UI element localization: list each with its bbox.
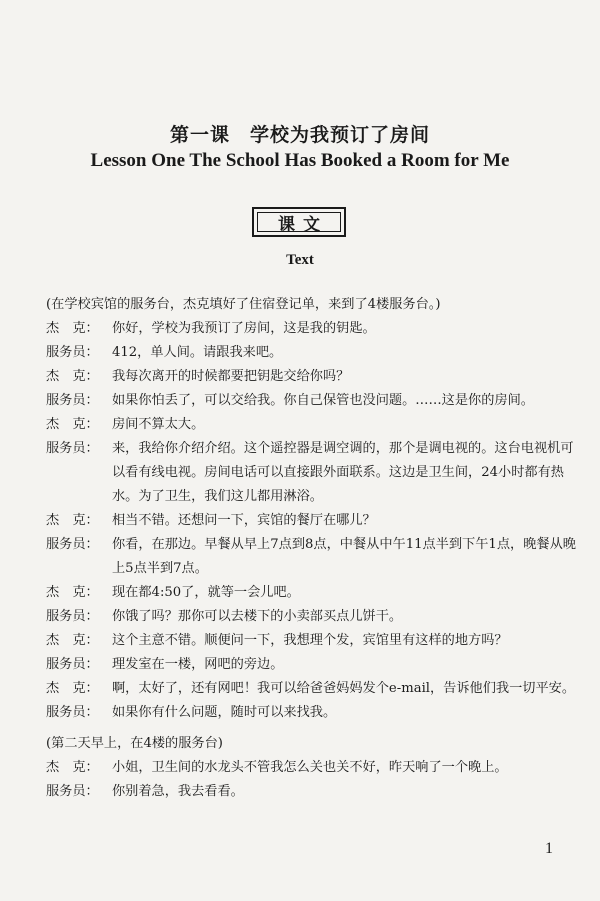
line-text: 如果你怕丢了，可以交给我。你自己保管也没问题。……这是你的房间。 <box>112 393 534 408</box>
speaker-label: 服务员： <box>46 705 99 720</box>
line-text: 来，我给你介绍介绍。这个遥控器是调空调的，那个是调电视的。这台电视机可以看有线电视。房间电话可以直接跟外面联系。这边是卫生间，24小时都有热水。为了卫生，我们这儿都用淋浴。 <box>112 441 574 504</box>
speaker-label: 杰 克： <box>46 369 99 384</box>
dialogue-line <box>46 605 576 629</box>
dialogue-line <box>46 756 576 780</box>
line-text: 如果你有什么问题，随时可以来找我。 <box>112 705 337 720</box>
dialogue-line <box>46 653 576 677</box>
lesson-title-english: Lesson One The School Has Booked a Room for Me <box>90 150 510 171</box>
line-text: 小姐，卫生间的水龙头不管我怎么关也关不好，昨天响了一个晚上。 <box>112 760 508 775</box>
section-heading-chinese: 课文 <box>278 214 328 235</box>
dialogue-line <box>46 437 576 509</box>
speaker-label: 杰 克： <box>46 681 99 696</box>
dialogue-text <box>46 293 576 804</box>
dialogue-line <box>46 413 576 437</box>
line-text: 你饿了吗？那你可以去楼下的小卖部买点儿饼干。 <box>112 609 403 624</box>
line-text: 我每次离开的时候都要把钥匙交给你吗？ <box>112 369 350 384</box>
dialogue-line <box>46 629 576 653</box>
speaker-label: 杰 克： <box>46 760 99 775</box>
speaker-label: 服务员： <box>46 537 99 552</box>
dialogue-line <box>46 581 576 605</box>
speaker-label: 服务员： <box>46 393 99 408</box>
page-number: 1 <box>545 840 553 857</box>
speaker-label: 服务员： <box>46 784 99 799</box>
speaker-label: 服务员： <box>46 345 99 360</box>
dialogue-line <box>46 533 576 581</box>
speaker-label: 杰 克： <box>46 321 99 336</box>
speaker-label: 服务员： <box>46 441 99 456</box>
dialogue-line <box>46 677 576 701</box>
dialogue-line <box>46 701 576 725</box>
speaker-label: 服务员： <box>46 657 99 672</box>
dialogue-line <box>46 389 576 413</box>
dialogue-line <box>46 317 576 341</box>
speaker-label: 杰 克： <box>46 417 99 432</box>
dialogue-line <box>46 365 576 389</box>
line-text: 412，单人间。请跟我来吧。 <box>112 345 283 360</box>
lesson-title-chinese: 第一课 学校为我预订了房间 <box>169 124 430 146</box>
line-text: 理发室在一楼，网吧的旁边。 <box>112 657 284 672</box>
line-text: 你看，在那边。早餐从早上7点到8点，中餐从中午11点半到下午1点，晚餐从晚上5点半到7点。 <box>112 537 576 576</box>
line-text: 啊，太好了，还有网吧！我可以给爸爸妈妈发个e-mail，告诉他们我一切平安。 <box>112 681 576 696</box>
speaker-label: 杰 克： <box>46 585 99 600</box>
line-text: 你别着急，我去看看。 <box>112 784 244 799</box>
dialogue-line <box>46 780 576 804</box>
section-heading-english: Text <box>286 252 314 268</box>
section-heading-box <box>252 207 346 237</box>
line-text: 你好，学校为我预订了房间，这是我的钥匙。 <box>112 321 376 336</box>
dialogue-line <box>46 509 576 533</box>
line-text: 这个主意不错。顺便问一下，我想理个发，宾馆里有这样的地方吗？ <box>112 633 508 648</box>
line-text: 现在都4:50了，就等一会儿吧。 <box>112 585 300 600</box>
stage-direction: (第二天早上，在4楼的服务台) <box>46 736 223 751</box>
line-text: 相当不错。还想问一下，宾馆的餐厅在哪儿？ <box>112 513 376 528</box>
speaker-label: 服务员： <box>46 609 99 624</box>
line-text: 房间不算太大。 <box>112 417 205 432</box>
stage-direction: (在学校宾馆的服务台，杰克填好了住宿登记单，来到了4楼服务台。) <box>46 297 441 312</box>
dialogue-line <box>46 341 576 365</box>
speaker-label: 杰 克： <box>46 513 99 528</box>
speaker-label: 杰 克： <box>46 633 99 648</box>
